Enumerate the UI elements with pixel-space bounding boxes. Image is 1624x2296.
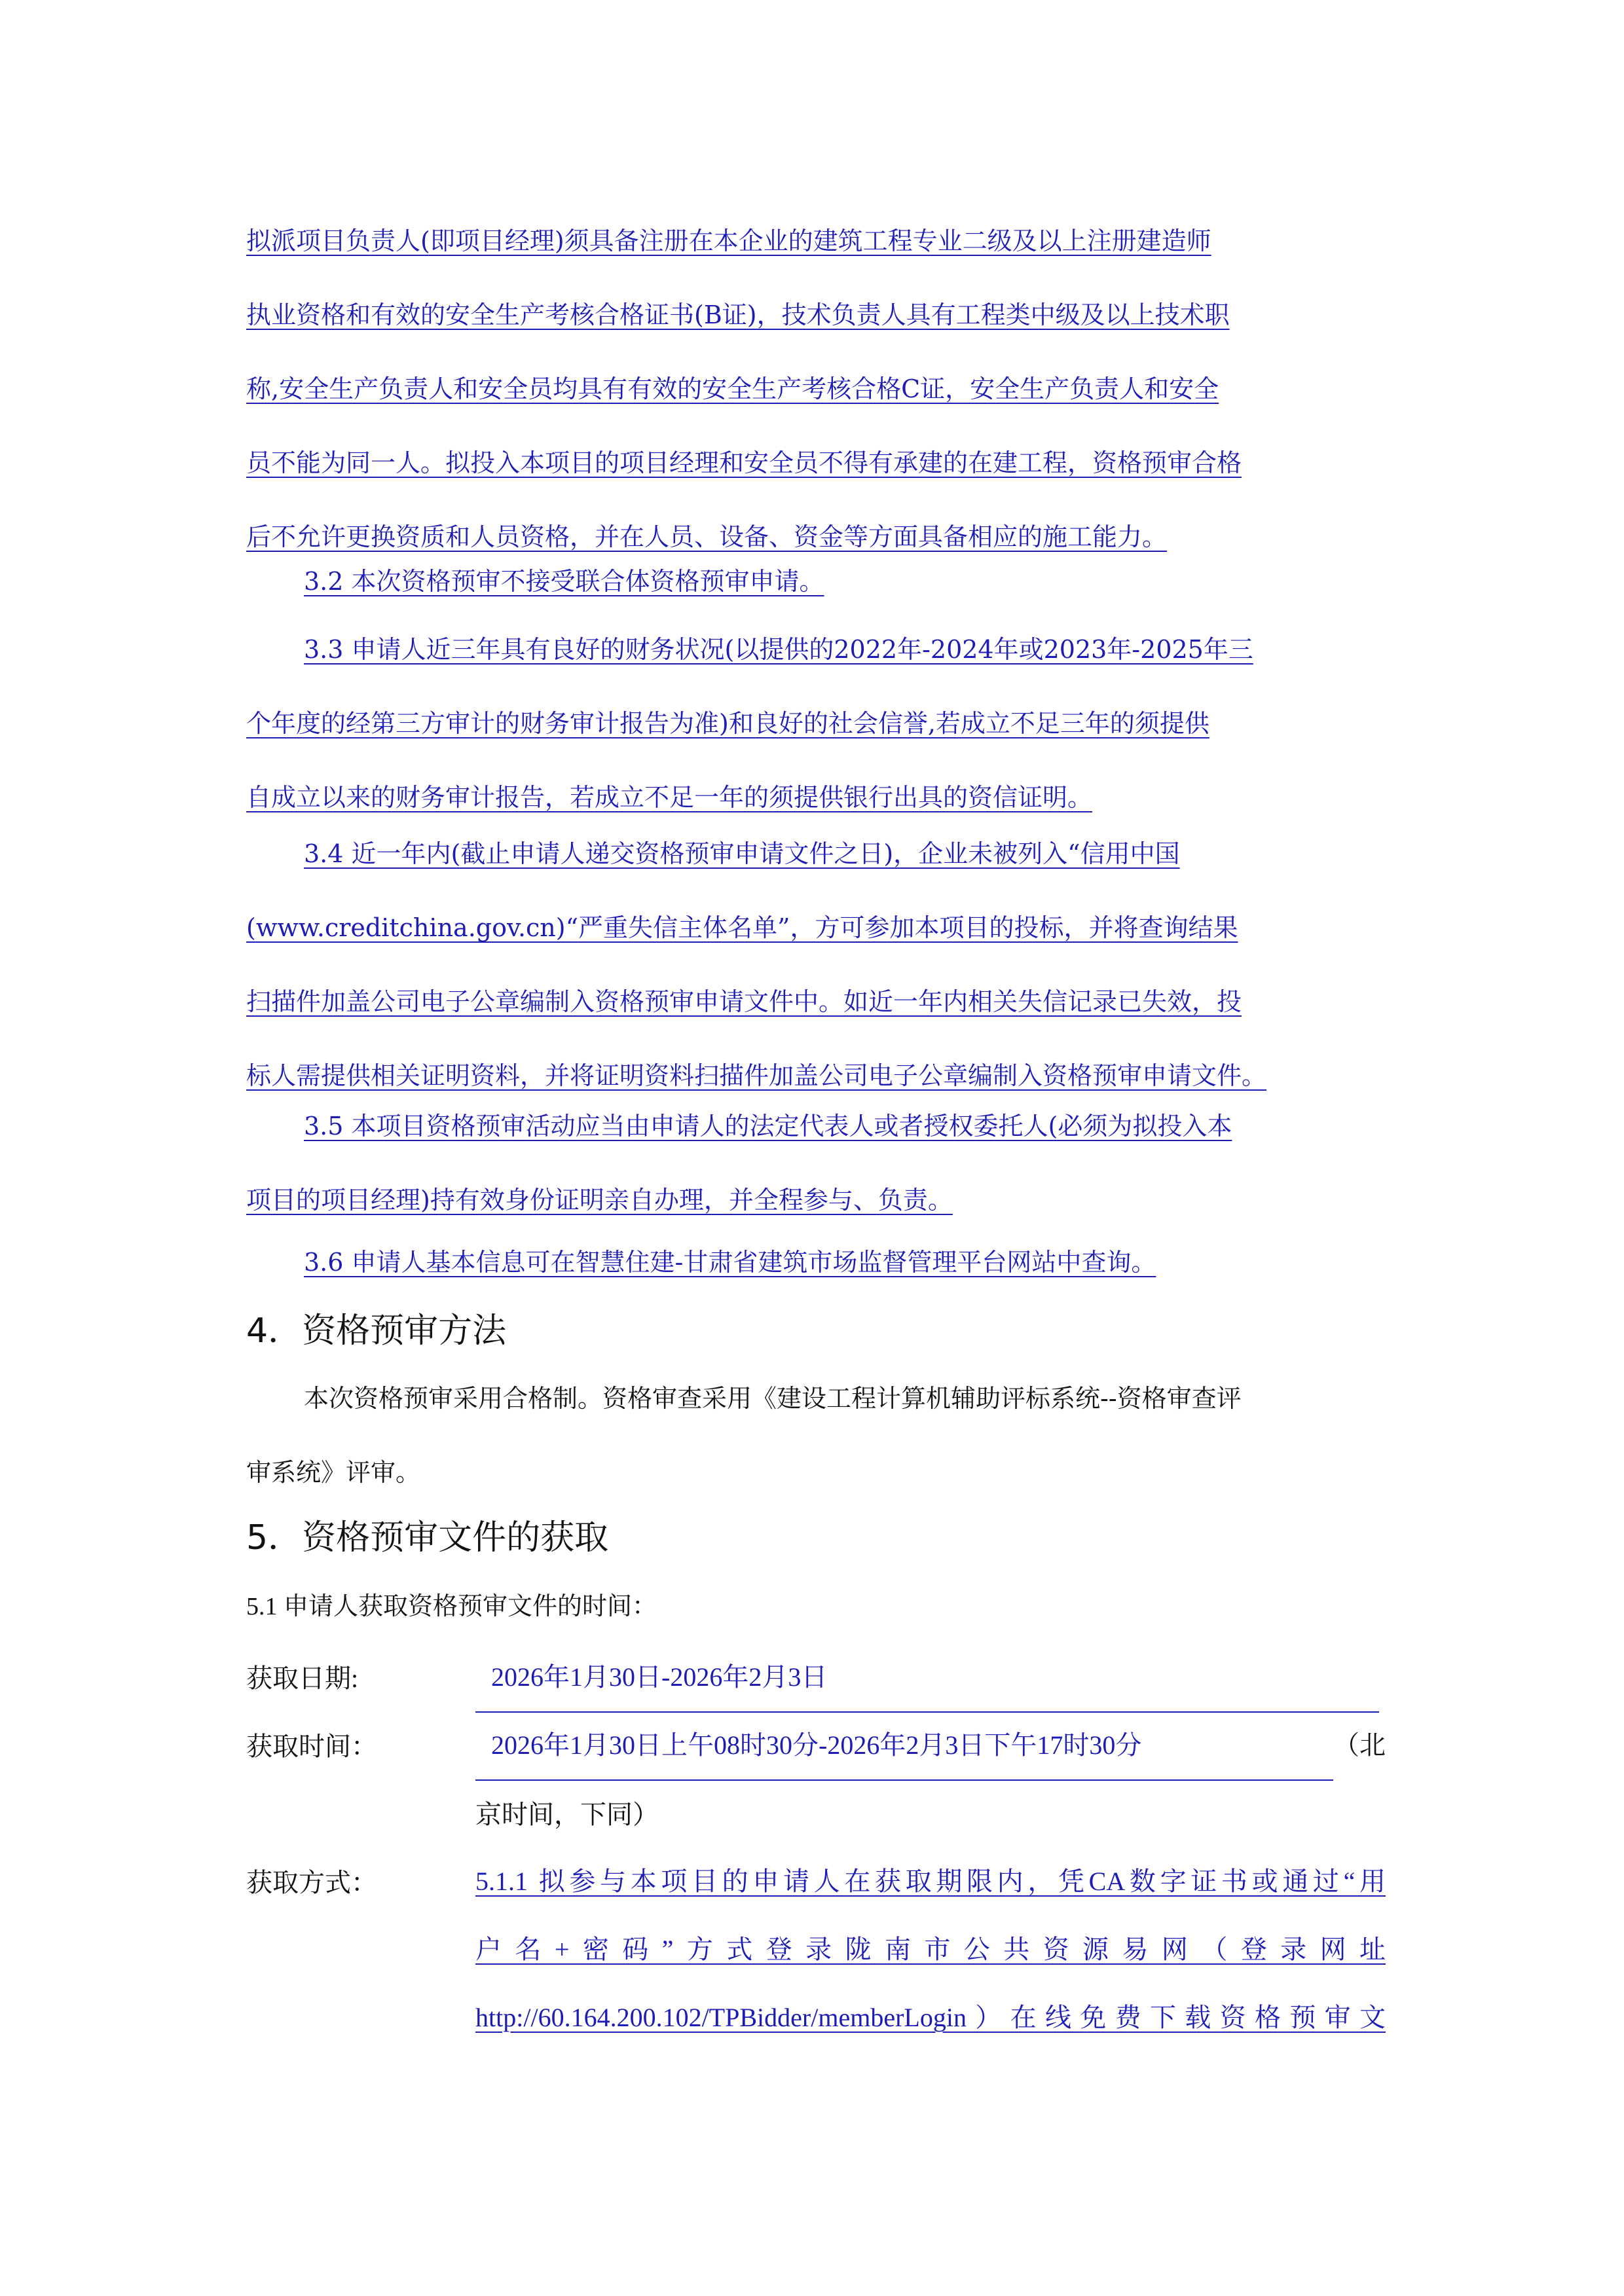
clause-3-1-line: 称,安全生产负责人和安全员均具有有效的安全生产考核合格C证，安全生产负责人和安全 [246,374,1219,403]
clause-3-4-line: 扫描件加盖公司电子公章编制入资格预审申请文件中。如近一年内相关失信记录已失效，投 [246,987,1242,1016]
clause-3-3-line: 个年度的经第三方审计的财务审计报告为准)和良好的社会信誉,若成立不足三年的须提供 [246,709,1209,738]
clause-3-4-line: 3.4 近一年内(截止申请人递交资格预审申请文件之日)，企业未被列入“信用中国 [304,839,1180,868]
method-line: 5.1.1 拟参与本项目的申请人在获取期限内，凭CA数字证书或通过“用 [475,1867,1386,1896]
clause-3-5 [246,1092,1386,1240]
clause-3-1-line: 拟派项目负责人(即项目经理)须具备注册在本企业的建筑工程专业二级及以上注册建造师 [246,227,1211,255]
method-value [475,1848,1386,2052]
section-4-body-line: 本次资格预审采用合格制。资格审查采用《建设工程计算机辅助评标系统--资格审查评 [304,1384,1242,1413]
section-4-heading: 4．资格预审方法 [246,1311,507,1351]
method-line-url[interactable]: http://60.164.200.102/TPBidder/memberLogin）在线免费下载资格预审文 [475,2003,1386,2032]
clause-3-4 [246,820,1386,1116]
clause-3-6-text: 3.6 申请人基本信息可在智慧住建-甘肃省建筑市场监督管理平台网站中查询。 [304,1248,1156,1277]
time-label: 获取时间： [246,1732,377,1761]
time-suffix: （北 [1333,1730,1386,1760]
clause-3-2-text: 3.2 本次资格预审不接受联合体资格预审申请。 [304,567,824,596]
date-value-row [475,1643,1386,1713]
clause-3-4-line: 标人需提供相关证明资料，并将证明资料扫描件加盖公司电子公章编制入资格预审申请文件。 [246,1061,1267,1090]
date-value: 2026年1月30日-2026年2月3日 [475,1643,1379,1713]
time-value-row [475,1711,1386,1849]
clause-3-5-line: 3.5 本项目资格预审活动应当由申请人的法定代表人或者授权委托人(必须为拟投入本 [304,1112,1232,1140]
date-label: 获取日期: [246,1664,359,1693]
clause-3-1-line: 员不能为同一人。拟投入本项目的项目经理和安全员不得有承建的在建工程，资格预审合格 [246,448,1242,477]
clause-3-5-line: 项目的项目经理)持有效身份证明亲自办理，并全程参与、负责。 [246,1186,953,1214]
clause-5-1-title: 5.1 申请人获取资格预审文件的时间： [246,1593,657,1620]
clause-3-1 [246,207,1386,577]
clause-3-1-line: 后不允许更换资质和人员资格，并在人员、设备、资金等方面具备相应的施工能力。 [246,522,1168,551]
section-5-heading: 5．资格预审文件的获取 [246,1518,609,1558]
clause-3-3-line: 3.3 申请人近三年具有良好的财务状况(以提供的2022年-2024年或2023年-2025年三 [304,635,1253,664]
time-value: 2026年1月30日上午08时30分-2026年2月3日下午17时30分 [475,1711,1333,1781]
clause-3-2 [246,547,1386,621]
clause-3-3 [246,615,1386,837]
clause-3-6 [246,1228,1386,1302]
clause-3-3-line: 自成立以来的财务审计报告，若成立不足一年的须提供银行出具的资信证明。 [246,783,1093,812]
time-note: 京时间，下同） [475,1800,659,1829]
section-4-body-line: 审系统》评审。 [246,1458,421,1487]
method-label: 获取方式： [246,1868,377,1897]
section-4-body [246,1364,1386,1512]
method-line: 户名+密码”方式登录陇南市公共资源易网（登录网址 [475,1935,1386,1964]
clause-3-4-line: (www.creditchina.gov.cn)“严重失信主体名单”，方可参加本项目的投标，并将查询结果 [246,913,1238,942]
clause-3-1-line: 执业资格和有效的安全生产考核合格证书(B证)，技术负责人具有工程类中级及以上技术职 [246,301,1230,329]
